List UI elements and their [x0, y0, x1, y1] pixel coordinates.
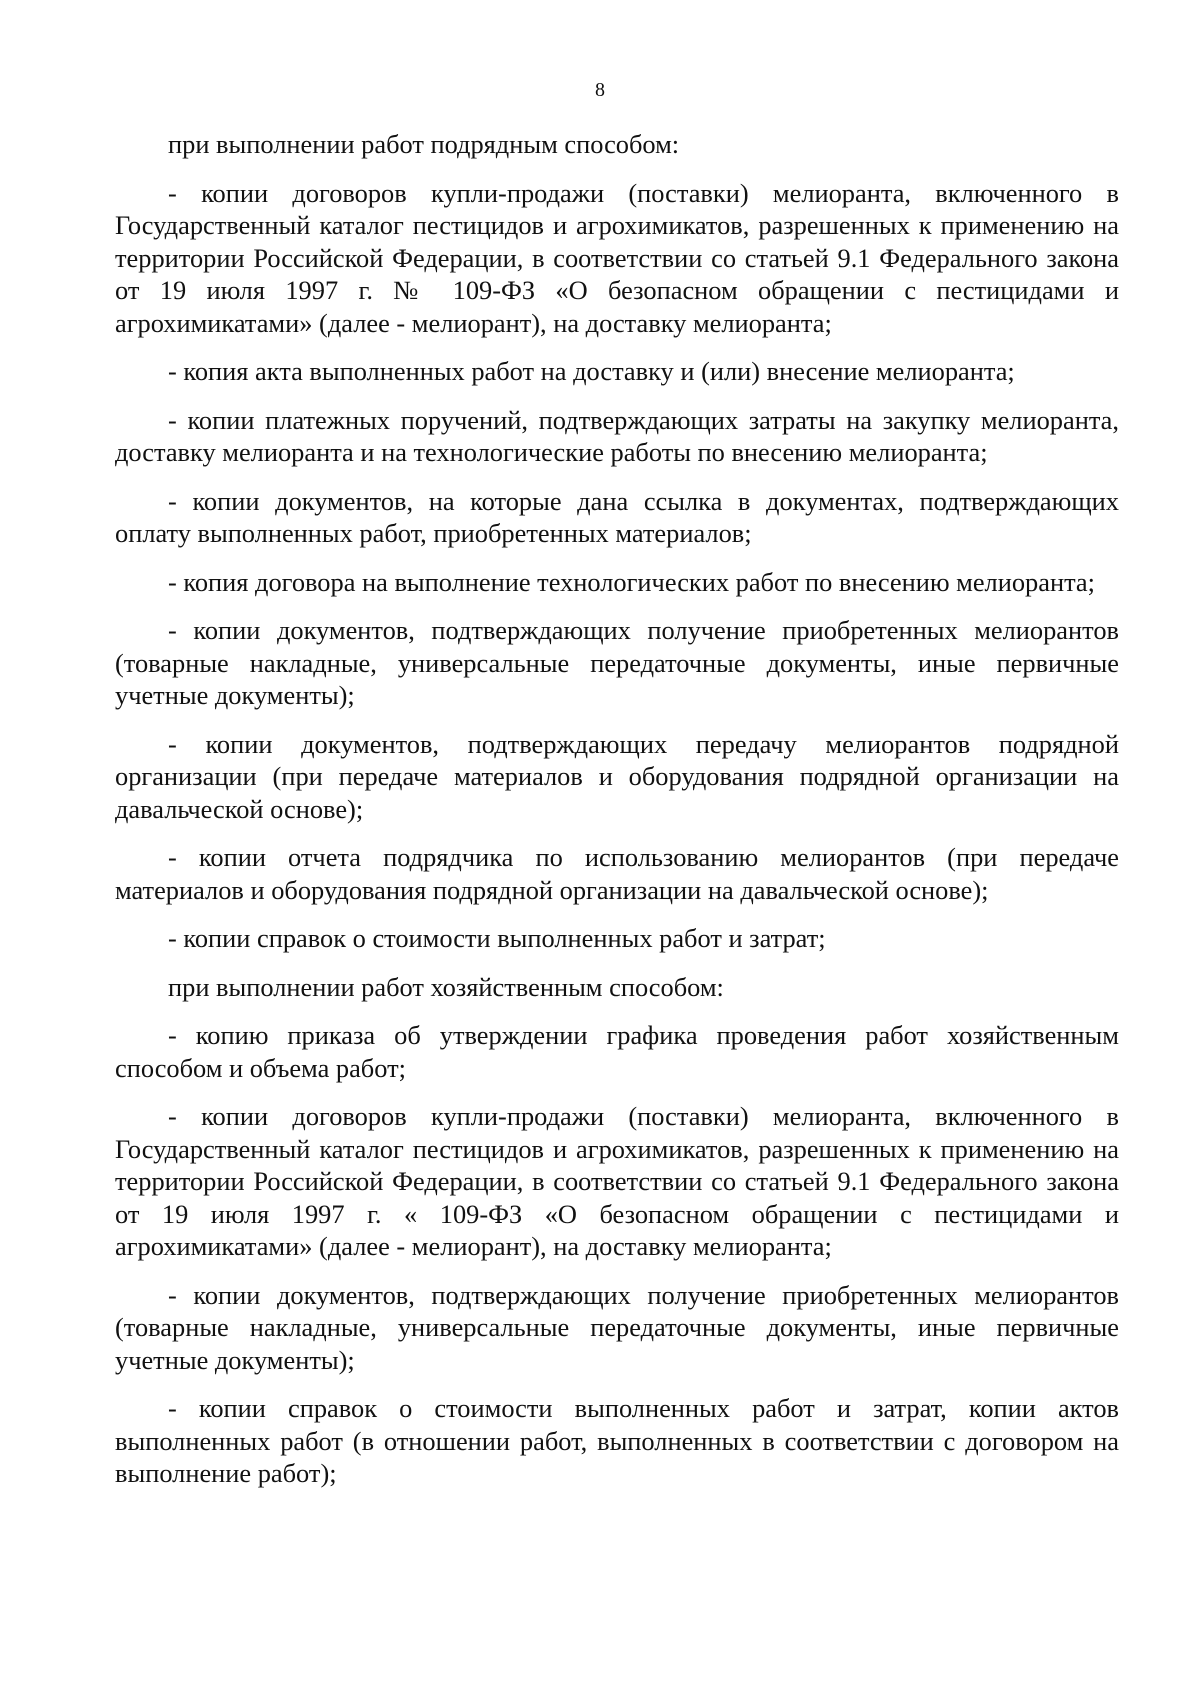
contract-method-heading: при выполнении работ подрядным способом:	[168, 129, 680, 159]
list-item: - копии справок о стоимости выполненных работ и затрат, копии актов выполненных работ (в отношении работ, выполненных в соответствии с договором на выполнение работ);	[115, 1393, 1119, 1488]
list-item: - копии документов, подтверждающих получение приобретенных мелиорантов (товарные накладные, универсальные передаточные документы, иные первичные учетные документы);	[115, 615, 1119, 710]
page-number: 8	[595, 79, 605, 101]
list-item: - копии документов, на которые дана ссылка в документах, подтверждающих оплату выполненных работ, приобретенных материалов;	[115, 485, 1119, 548]
list-item: - копии платежных поручений, подтверждающих затраты на закупку мелиоранта, доставку мелиоранта и на технологические работы по внесению мелиоранта;	[115, 404, 1119, 467]
in-house-method-heading: при выполнении работ хозяйственным способом:	[168, 971, 724, 1002]
list-item: - копии договоров купли-продажи (поставки) мелиоранта, включенного в Государственный каталог пестицидов и агрохимикатов, разрешенных к применению на территории Российской Федерации, в соответствии со статьей 9.1 Федерального закона от 19 июля 1997 г. « 109-ФЗ «О безопасном обращении с пестицидами и агрохимикатами» (далее - мелиорант), на доставку мелиоранта;	[115, 1101, 1119, 1261]
list-item: - копия акта выполненных работ на доставку и (или) внесение мелиоранта;	[168, 356, 1015, 386]
list-item: - копию приказа об утверждении графика проведения работ хозяйственным способом и объема работ;	[115, 1020, 1119, 1083]
list-item: - копии документов, подтверждающих передачу мелиорантов подрядной организации (при передаче материалов и оборудования подрядной организации на давальческой основе);	[115, 728, 1119, 824]
list-item: - копии договоров купли-продажи (поставки) мелиоранта, включенного в Государственный каталог пестицидов и агрохимикатов, разрешенных к применению на территории Российской Федерации, в соответствии со статьей 9.1 Федерального закона от 19 июля 1997 г. № 109-ФЗ «О безопасном обращении с пестицидами и агрохимикатами» (далее - мелиорант), на доставку мелиоранта;	[115, 177, 1119, 338]
document-body	[115, 128, 1119, 1506]
list-item: - копии справок о стоимости выполненных работ и затрат;	[168, 923, 826, 953]
list-item: - копия договора на выполнение технологических работ по внесению мелиоранта;	[168, 566, 1095, 597]
list-item: - копии документов, подтверждающих получение приобретенных мелиорантов (товарные накладные, универсальные передаточные документы, иные первичные учетные документы);	[115, 1279, 1119, 1375]
list-item: - копии отчета подрядчика по использованию мелиорантов (при передаче материалов и оборудования подрядной организации на давальческой основе);	[115, 842, 1119, 905]
